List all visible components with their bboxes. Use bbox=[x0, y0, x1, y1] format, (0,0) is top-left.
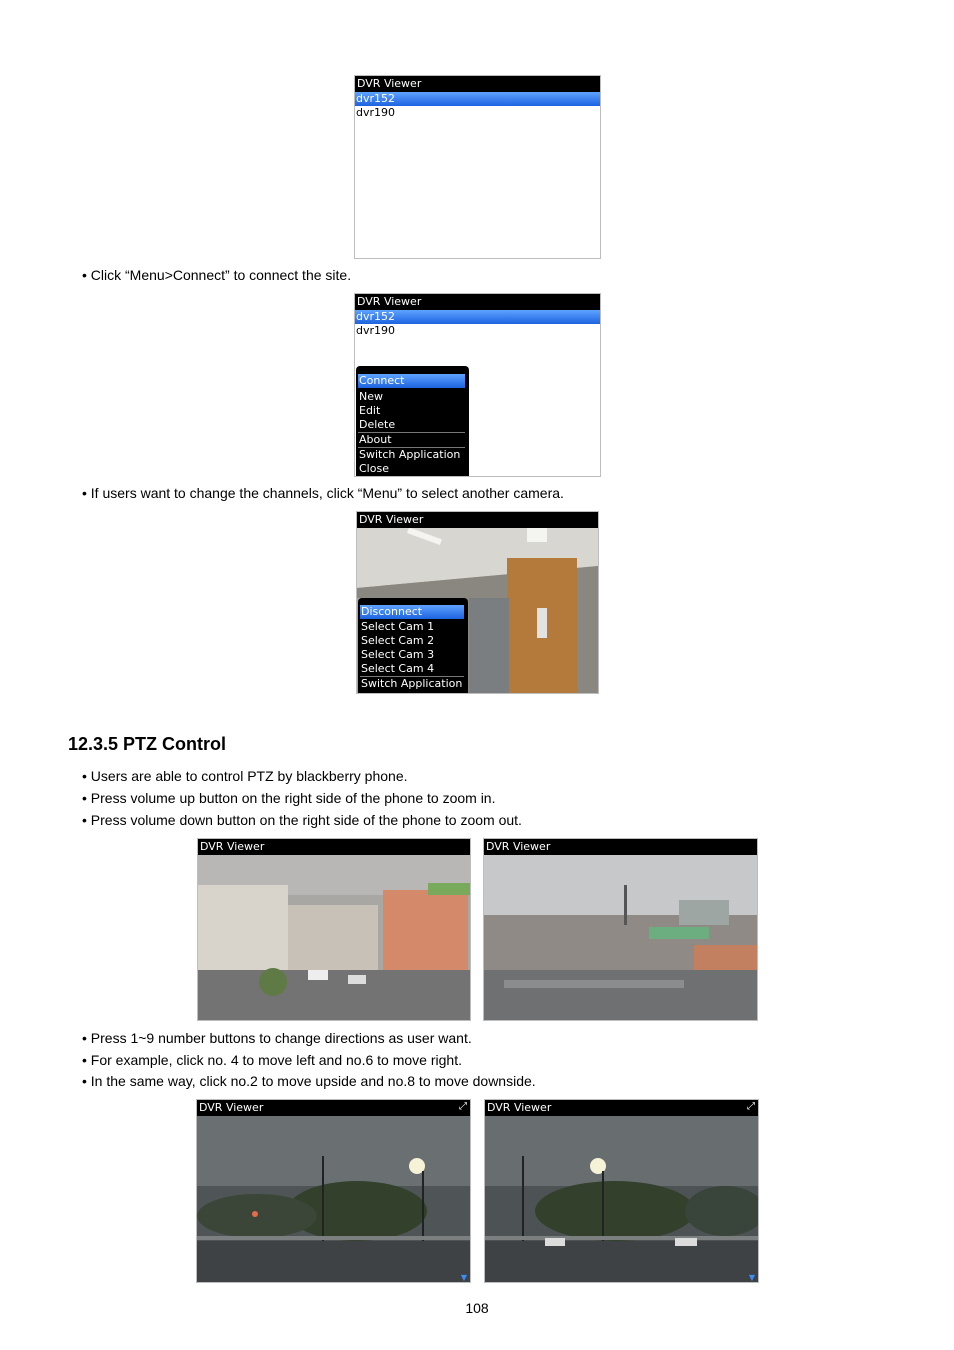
camera-osd bbox=[485, 1272, 758, 1282]
menu-item-switch-application[interactable]: Switch Application bbox=[361, 677, 463, 690]
direction-left-screen bbox=[196, 1099, 471, 1283]
scroll-down-icon: ▼ bbox=[460, 1273, 467, 1282]
menu-item-select-cam-3[interactable]: Select Cam 3 bbox=[361, 648, 435, 661]
site-menu-screen bbox=[354, 293, 601, 477]
expand-icon[interactable]: ⤢ bbox=[459, 1101, 467, 1112]
app-titlebar: DVR Viewer bbox=[485, 1100, 758, 1116]
site-item-dvr152[interactable]: dvr152 bbox=[355, 310, 600, 324]
menu-item-close[interactable]: Close bbox=[359, 462, 389, 475]
menu-item-new[interactable]: New bbox=[359, 390, 383, 403]
site-list-screen bbox=[354, 75, 601, 259]
site-item-dvr190[interactable]: dvr190 bbox=[356, 106, 396, 119]
menu-item-select-cam-4[interactable]: Select Cam 4 bbox=[361, 662, 435, 675]
menu-item-switch-application[interactable]: Switch Application bbox=[359, 448, 461, 461]
context-menu bbox=[356, 366, 469, 477]
direction-bullet: • In the same way, click no.2 to move upside and no.8 to move downside. bbox=[82, 1073, 536, 1089]
camera-feed-city-wide bbox=[484, 855, 757, 1020]
app-titlebar: DVR Viewer bbox=[484, 839, 757, 855]
ptz-bullet: • Press volume up button on the right side of the phone to zoom in. bbox=[82, 790, 496, 806]
direction-bullet: • Press 1~9 number buttons to change directions as user want. bbox=[82, 1030, 472, 1046]
camera-osd bbox=[484, 1010, 757, 1020]
menu-item-delete[interactable]: Delete bbox=[359, 418, 396, 431]
ptz-bullet: • Users are able to control PTZ by blackberry phone. bbox=[82, 768, 408, 784]
menu-item-select-cam-1[interactable]: Select Cam 1 bbox=[361, 620, 435, 633]
ptz-bullet: • Press volume down button on the right side of the phone to zoom out. bbox=[82, 812, 522, 828]
scroll-down-icon: ▼ bbox=[748, 1273, 755, 1282]
camera-menu bbox=[358, 598, 468, 694]
zoom-in-screen bbox=[197, 838, 471, 1021]
page-number: 108 bbox=[465, 1300, 489, 1316]
menu-item-disconnect[interactable]: Disconnect bbox=[360, 605, 464, 619]
site-item-dvr190[interactable]: dvr190 bbox=[356, 324, 396, 337]
menu-item-connect[interactable]: Connect bbox=[358, 374, 465, 388]
app-titlebar: DVR Viewer bbox=[355, 76, 600, 92]
app-titlebar: DVR Viewer bbox=[355, 294, 600, 310]
menu-item-select-cam-2[interactable]: Select Cam 2 bbox=[361, 634, 435, 647]
instruction-connect: • Click “Menu>Connect” to connect the site. bbox=[82, 267, 352, 283]
direction-bullet: • For example, click no. 4 to move left and no.6 to move right. bbox=[82, 1052, 462, 1068]
camera-feed-night-left bbox=[197, 1116, 470, 1282]
app-titlebar: DVR Viewer bbox=[357, 512, 598, 528]
site-item-dvr152[interactable]: dvr152 bbox=[355, 92, 600, 106]
menu-item-edit[interactable]: Edit bbox=[359, 404, 381, 417]
camera-feed-city-zoomed bbox=[198, 855, 470, 1020]
app-titlebar: DVR Viewer bbox=[198, 839, 470, 855]
zoom-out-screen bbox=[483, 838, 758, 1021]
camera-osd bbox=[198, 1010, 470, 1020]
camera-osd bbox=[197, 1272, 470, 1282]
menu-item-about[interactable]: About bbox=[359, 433, 392, 446]
direction-right-screen bbox=[484, 1099, 759, 1283]
section-heading: 12.3.5 PTZ Control bbox=[68, 734, 227, 754]
camera-feed-night-right bbox=[485, 1116, 758, 1282]
expand-icon[interactable]: ⤢ bbox=[747, 1101, 755, 1112]
app-titlebar: DVR Viewer bbox=[197, 1100, 470, 1116]
camera-menu-screen bbox=[356, 511, 599, 694]
instruction-change-channel: • If users want to change the channels, click “Menu” to select another camera. bbox=[82, 485, 564, 501]
